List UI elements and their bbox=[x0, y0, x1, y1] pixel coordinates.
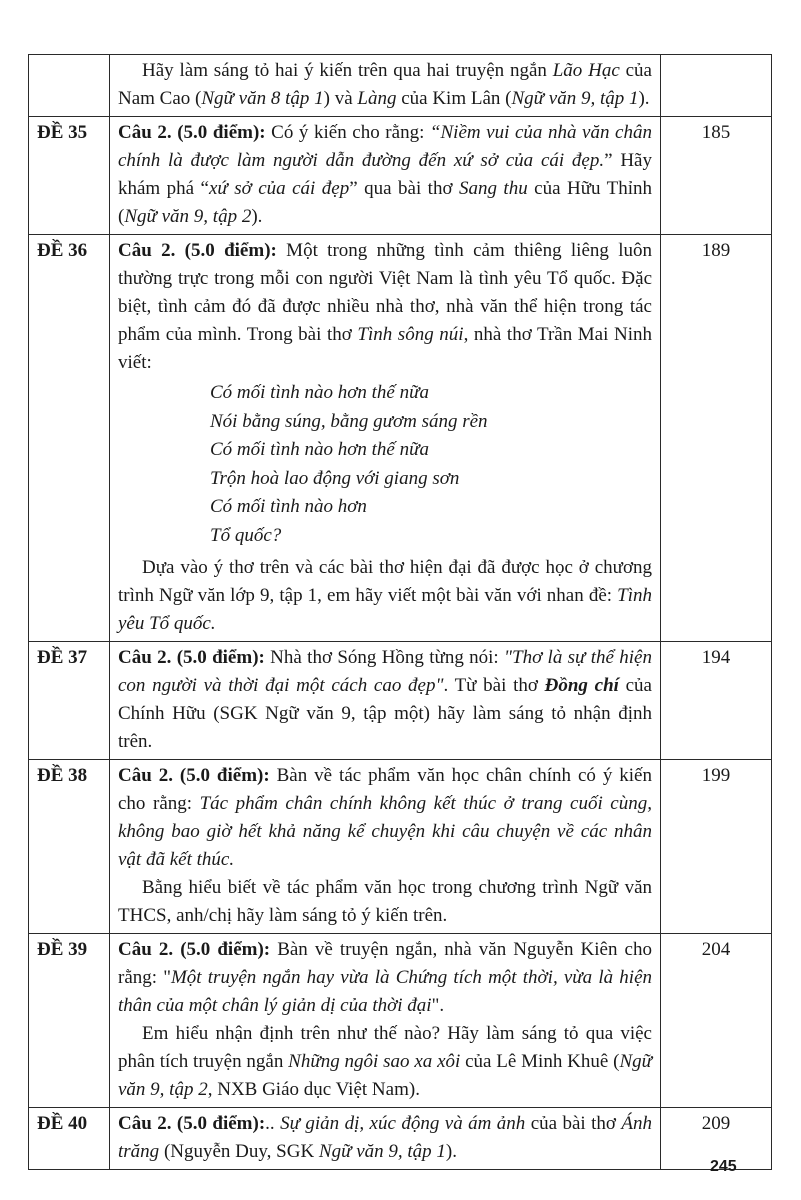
italic-text-run: Tác phẩm chân chính không kết thúc ở trang cuối cùng, không bao giờ hết khả năng kể chuyện khi câu chuyện về các nhân vật đã kết thúc. bbox=[118, 793, 652, 870]
italic-text-run: Ánh trăng bbox=[118, 1113, 652, 1162]
question-paragraph bbox=[118, 57, 652, 113]
exam-question bbox=[110, 117, 661, 235]
text-run: ) và bbox=[323, 88, 358, 109]
question-label: Câu 2. (5.0 điểm): bbox=[118, 1113, 266, 1134]
question-paragraph bbox=[118, 874, 652, 930]
italic-text-run: Sang thu bbox=[458, 178, 528, 199]
text-run: Bàn về truyện ngắn, nhà văn Nguyễn Kiên cho rằng: " bbox=[118, 939, 652, 988]
exam-row bbox=[29, 117, 772, 235]
italic-text-run: Làng bbox=[357, 88, 397, 109]
question-paragraph bbox=[118, 644, 652, 756]
exam-number bbox=[29, 55, 110, 117]
text-run: Bàn về tác phẩm văn học chân chính có ý kiến cho rằng: bbox=[118, 765, 652, 814]
page-reference: 185 bbox=[661, 117, 772, 235]
exam-row bbox=[29, 760, 772, 934]
question-paragraph bbox=[118, 1110, 652, 1166]
text-run: ” qua bài thơ bbox=[349, 178, 459, 199]
exam-number: ĐỀ 36 bbox=[29, 235, 110, 642]
text-run: Em hiểu nhận định trên như thế nào? Hãy làm sáng tỏ qua việc phân tích truyện ngắn bbox=[118, 1023, 652, 1072]
question-paragraph bbox=[118, 119, 652, 231]
italic-text-run: Ngữ văn 9, tập 2 bbox=[124, 206, 252, 227]
page-number: 245 bbox=[710, 1158, 737, 1175]
page-reference: 209 bbox=[661, 1108, 772, 1170]
page-reference: 199 bbox=[661, 760, 772, 934]
text-run: (Nguyễn Duy, SGK bbox=[159, 1141, 319, 1162]
italic-text-run: Sự giản dị, xúc động và ám ảnh bbox=[280, 1113, 526, 1134]
exam-row bbox=[29, 55, 772, 117]
exam-row bbox=[29, 235, 772, 642]
text-run: ). bbox=[638, 88, 650, 109]
exam-row bbox=[29, 1108, 772, 1170]
text-run: của bài thơ bbox=[525, 1113, 622, 1134]
exam-number: ĐỀ 35 bbox=[29, 117, 110, 235]
text-run: của Lê Minh Khuê ( bbox=[460, 1051, 620, 1072]
text-run: ” Hãy khám phá “ bbox=[118, 150, 652, 199]
page-reference: 194 bbox=[661, 642, 772, 760]
exam-question bbox=[110, 642, 661, 760]
poem-line: Trộn hoà lao động với giang sơn bbox=[210, 467, 460, 489]
text-run: . Từ bài thơ bbox=[443, 675, 545, 696]
question-paragraph bbox=[118, 762, 652, 874]
exam-number: ĐỀ 37 bbox=[29, 642, 110, 760]
text-run: Có ý kiến cho rằng: bbox=[265, 122, 430, 143]
contents-table-body bbox=[29, 55, 772, 1170]
italic-text-run: Ngữ văn 8 tập 1 bbox=[201, 88, 324, 109]
question-paragraph bbox=[118, 1020, 652, 1104]
text-run: của Hữu Thỉnh ( bbox=[118, 178, 652, 227]
question-paragraph bbox=[118, 554, 652, 638]
exam-row bbox=[29, 934, 772, 1108]
exam-row bbox=[29, 642, 772, 760]
text-run: ). bbox=[251, 206, 263, 227]
italic-text-run: “Niềm vui của nhà văn chân chính là được làm người dẫn đường đến xứ sở của cái đẹp. bbox=[118, 122, 652, 171]
italic-text-run: Đồng chí bbox=[544, 675, 619, 696]
italic-text-run: xứ sở của cái đẹp bbox=[209, 178, 350, 199]
exam-number: ĐỀ 39 bbox=[29, 934, 110, 1108]
text-run: Hãy làm sáng tỏ hai ý kiến trên qua hai truyện ngắn bbox=[142, 60, 553, 81]
italic-text-run: Một truyện ngắn hay vừa là Chứng tích một thời, vừa là hiện thân của một chân lý giản dị của thời đại bbox=[118, 967, 653, 1016]
poem-line: Có mối tình nào hơn bbox=[210, 496, 367, 517]
italic-text-run: Ngữ văn 9, tập 1 bbox=[511, 88, 639, 109]
exam-number: ĐỀ 38 bbox=[29, 760, 110, 934]
poem-line: Tổ quốc? bbox=[210, 524, 282, 546]
text-run: .. bbox=[265, 1113, 281, 1134]
text-run: ". bbox=[431, 995, 445, 1016]
italic-text-run: Tình yêu Tổ quốc. bbox=[118, 585, 652, 634]
question-label: Câu 2. (5.0 điểm): bbox=[118, 122, 266, 143]
page-reference bbox=[661, 55, 772, 117]
italic-text-run: Tình sông núi bbox=[357, 324, 464, 345]
text-run: của Chính Hữu (SGK Ngữ văn 9, tập một) hãy làm sáng tỏ nhận định trên. bbox=[118, 675, 652, 752]
exam-question bbox=[110, 55, 661, 117]
text-run: , nhà thơ Trần Mai Ninh viết: bbox=[118, 324, 652, 373]
italic-text-run: Ngữ văn 9, tập 2 bbox=[118, 1051, 652, 1100]
italic-text-run: Lão Hạc bbox=[552, 60, 620, 81]
question-label: Câu 2. (5.0 điểm): bbox=[118, 647, 265, 668]
exam-number: ĐỀ 40 bbox=[29, 1108, 110, 1170]
question-label: Câu 2. (5.0 điểm): bbox=[118, 939, 271, 960]
italic-text-run: Những ngôi sao xa xôi bbox=[288, 1051, 461, 1072]
page-reference: 189 bbox=[661, 235, 772, 642]
contents-table bbox=[28, 54, 772, 1170]
text-run: của Nam Cao ( bbox=[118, 60, 652, 109]
text-run: ). bbox=[445, 1141, 457, 1162]
question-paragraph bbox=[118, 237, 652, 377]
text-run: của Kim Lân ( bbox=[396, 88, 512, 109]
text-run: Một trong những tình cảm thiêng liêng luôn thường trực trong mỗi con người Việt Nam là tình yêu Tổ quốc. Đặc biệt, tình cảm đó đã được nhiều nhà thơ, nhà văn thể hiện trong tác phẩm của mình. Trong bài thơ bbox=[118, 240, 652, 345]
italic-text-run: "Thơ là sự thể hiện con người và thời đại một cách cao đẹp" bbox=[118, 647, 652, 696]
italic-text-run: Ngữ văn 9, tập 1 bbox=[318, 1141, 446, 1162]
question-label: Câu 2. (5.0 điểm): bbox=[118, 240, 277, 261]
text-run: Dựa vào ý thơ trên và các bài thơ hiện đại đã được học ở chương trình Ngữ văn lớp 9, tập 1, em hãy viết một bài văn với nhan đề: bbox=[118, 557, 652, 606]
text-run: Nhà thơ Sóng Hồng từng nói: bbox=[264, 647, 505, 668]
text-run: , NXB Giáo dục Việt Nam). bbox=[207, 1079, 420, 1100]
exam-question bbox=[110, 934, 661, 1108]
poem-line: Có mối tình nào hơn thế nữa bbox=[210, 439, 429, 460]
poem-excerpt bbox=[210, 379, 652, 550]
question-paragraph bbox=[118, 936, 652, 1020]
exam-question bbox=[110, 760, 661, 934]
exam-question bbox=[110, 235, 661, 642]
exam-question bbox=[110, 1108, 661, 1170]
text-run: Bằng hiểu biết về tác phẩm văn học trong chương trình Ngữ văn THCS, anh/chị hãy làm sáng tỏ ý kiến trên. bbox=[118, 877, 652, 926]
page-reference: 204 bbox=[661, 934, 772, 1108]
question-label: Câu 2. (5.0 điểm): bbox=[118, 765, 270, 786]
poem-line: Có mối tình nào hơn thế nữa bbox=[210, 382, 429, 403]
poem-line: Nói bằng súng, bằng gươm sáng rền bbox=[210, 410, 488, 432]
